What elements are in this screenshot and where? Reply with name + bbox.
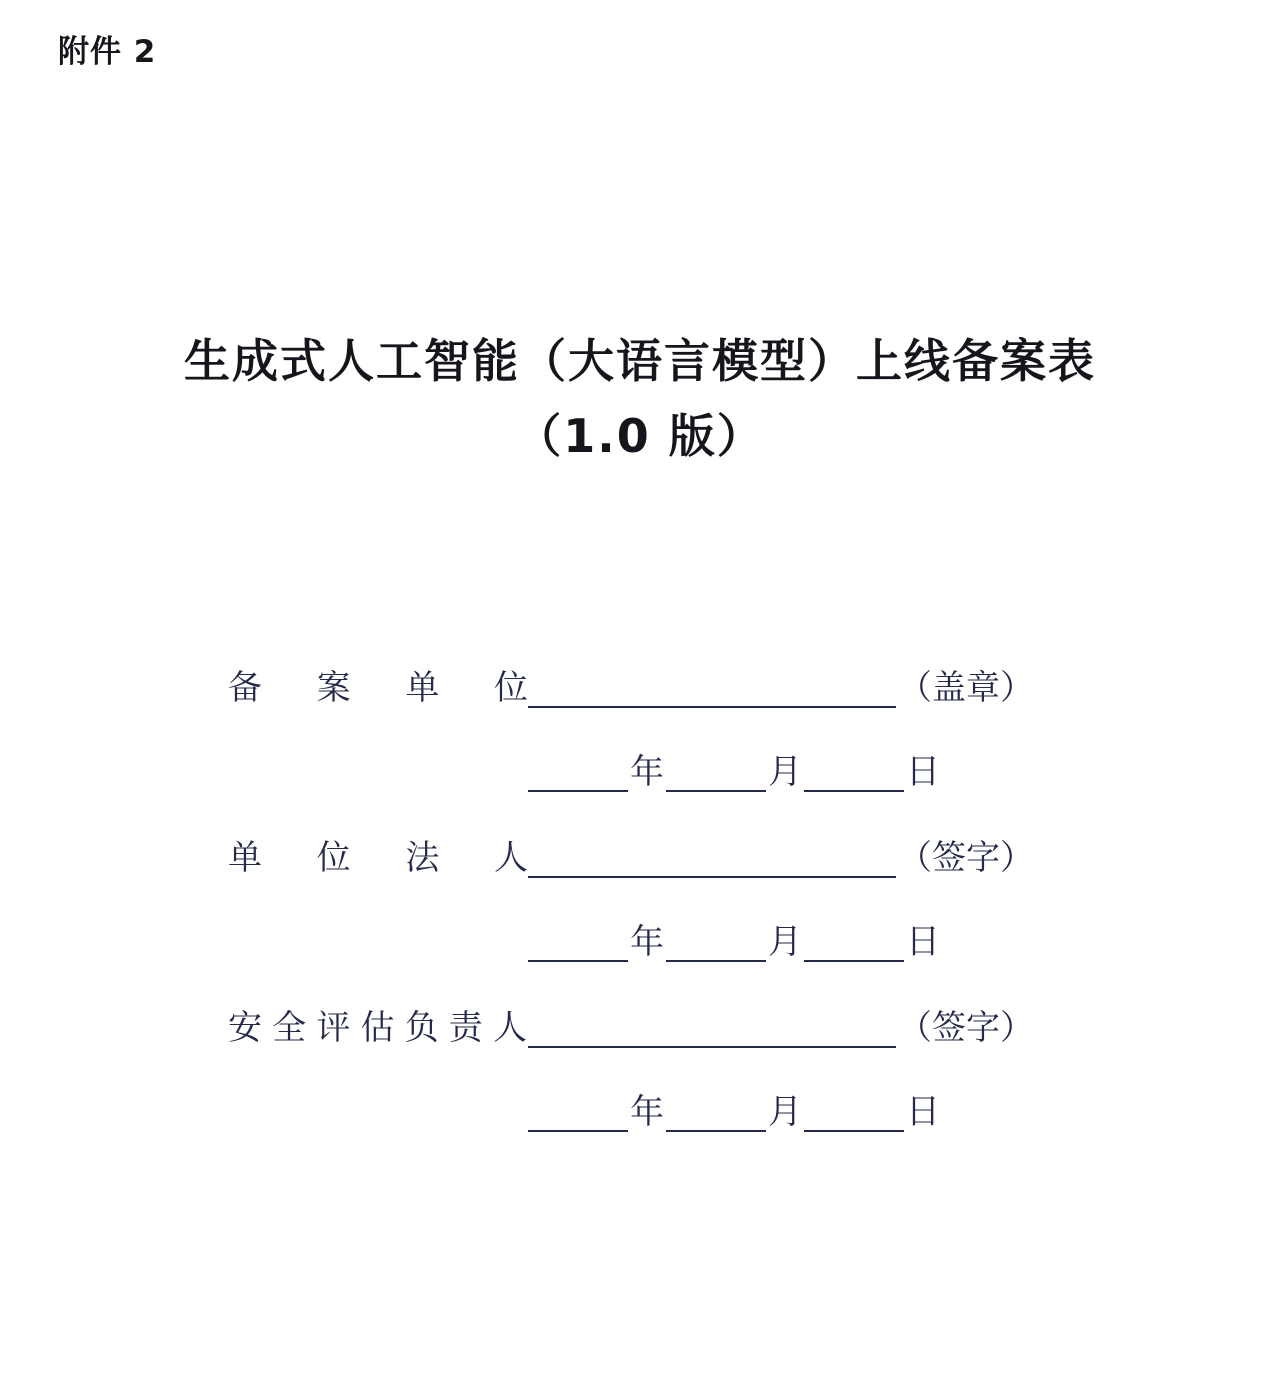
field-label-char: 全: [272, 1010, 308, 1047]
legal-person-suffix: （签字）: [898, 840, 1034, 877]
legal-person-day-input[interactable]: [804, 926, 904, 962]
field-label-filing-unit: [228, 672, 528, 706]
field-row-filing-unit: [0, 672, 1280, 756]
field-label-char: 人: [493, 840, 528, 877]
attachment-label: 附件 2: [58, 34, 157, 70]
page-title-line-2: （1.0 版）: [515, 409, 765, 464]
day-char: 日: [906, 924, 940, 961]
field-label-char: 位: [493, 670, 528, 707]
field-label-legal-person: [228, 842, 528, 876]
field-label-char: 安: [228, 1010, 263, 1047]
field-row-security-assessment-lead: [0, 1012, 1280, 1096]
legal-person-month-input[interactable]: [666, 926, 766, 962]
date-row-security-assessment-lead: [0, 1096, 1280, 1182]
date-row-legal-person: [0, 926, 1280, 1012]
field-label-char: 案: [316, 670, 351, 707]
filing-unit-year-input[interactable]: [528, 756, 628, 792]
legal-person-input[interactable]: [528, 842, 896, 878]
month-char: 月: [768, 924, 802, 961]
year-char: 年: [630, 924, 664, 961]
security-assessment-lead-input[interactable]: [528, 1012, 896, 1048]
security-assessment-lead-month-input[interactable]: [666, 1096, 766, 1132]
filing-unit-input[interactable]: [528, 672, 896, 708]
field-label-char: 人: [492, 1010, 528, 1047]
document-title: [0, 330, 1280, 471]
filing-unit-month-input[interactable]: [666, 756, 766, 792]
field-row-legal-person: [0, 842, 1280, 926]
day-char: 日: [906, 754, 940, 791]
field-label-char: 单: [405, 670, 440, 707]
field-label-char: 单: [228, 840, 262, 877]
security-assessment-lead-year-input[interactable]: [528, 1096, 628, 1132]
day-char: 日: [906, 1094, 940, 1131]
field-label-char: 责: [448, 1010, 484, 1047]
field-label-char: 位: [316, 840, 351, 877]
filing-unit-suffix: （盖章）: [898, 670, 1034, 707]
month-char: 月: [768, 754, 802, 791]
legal-person-year-input[interactable]: [528, 926, 628, 962]
page-title-line-1: 生成式人工智能（大语言模型）上线备案表: [184, 334, 1096, 388]
field-label-char: 负: [404, 1010, 440, 1047]
field-label-char: 备: [228, 670, 262, 707]
signature-fields: [0, 672, 1280, 1182]
date-row-filing-unit: [0, 756, 1280, 842]
field-label-char: 估: [360, 1010, 396, 1047]
year-char: 年: [630, 754, 664, 791]
field-label-security-assessment-lead: [228, 1012, 528, 1046]
year-char: 年: [630, 1094, 664, 1131]
security-assessment-lead-suffix: （签字）: [898, 1010, 1034, 1047]
month-char: 月: [768, 1094, 802, 1131]
filing-unit-day-input[interactable]: [804, 756, 904, 792]
security-assessment-lead-day-input[interactable]: [804, 1096, 904, 1132]
field-label-char: 法: [405, 840, 440, 877]
field-label-char: 评: [316, 1010, 352, 1047]
